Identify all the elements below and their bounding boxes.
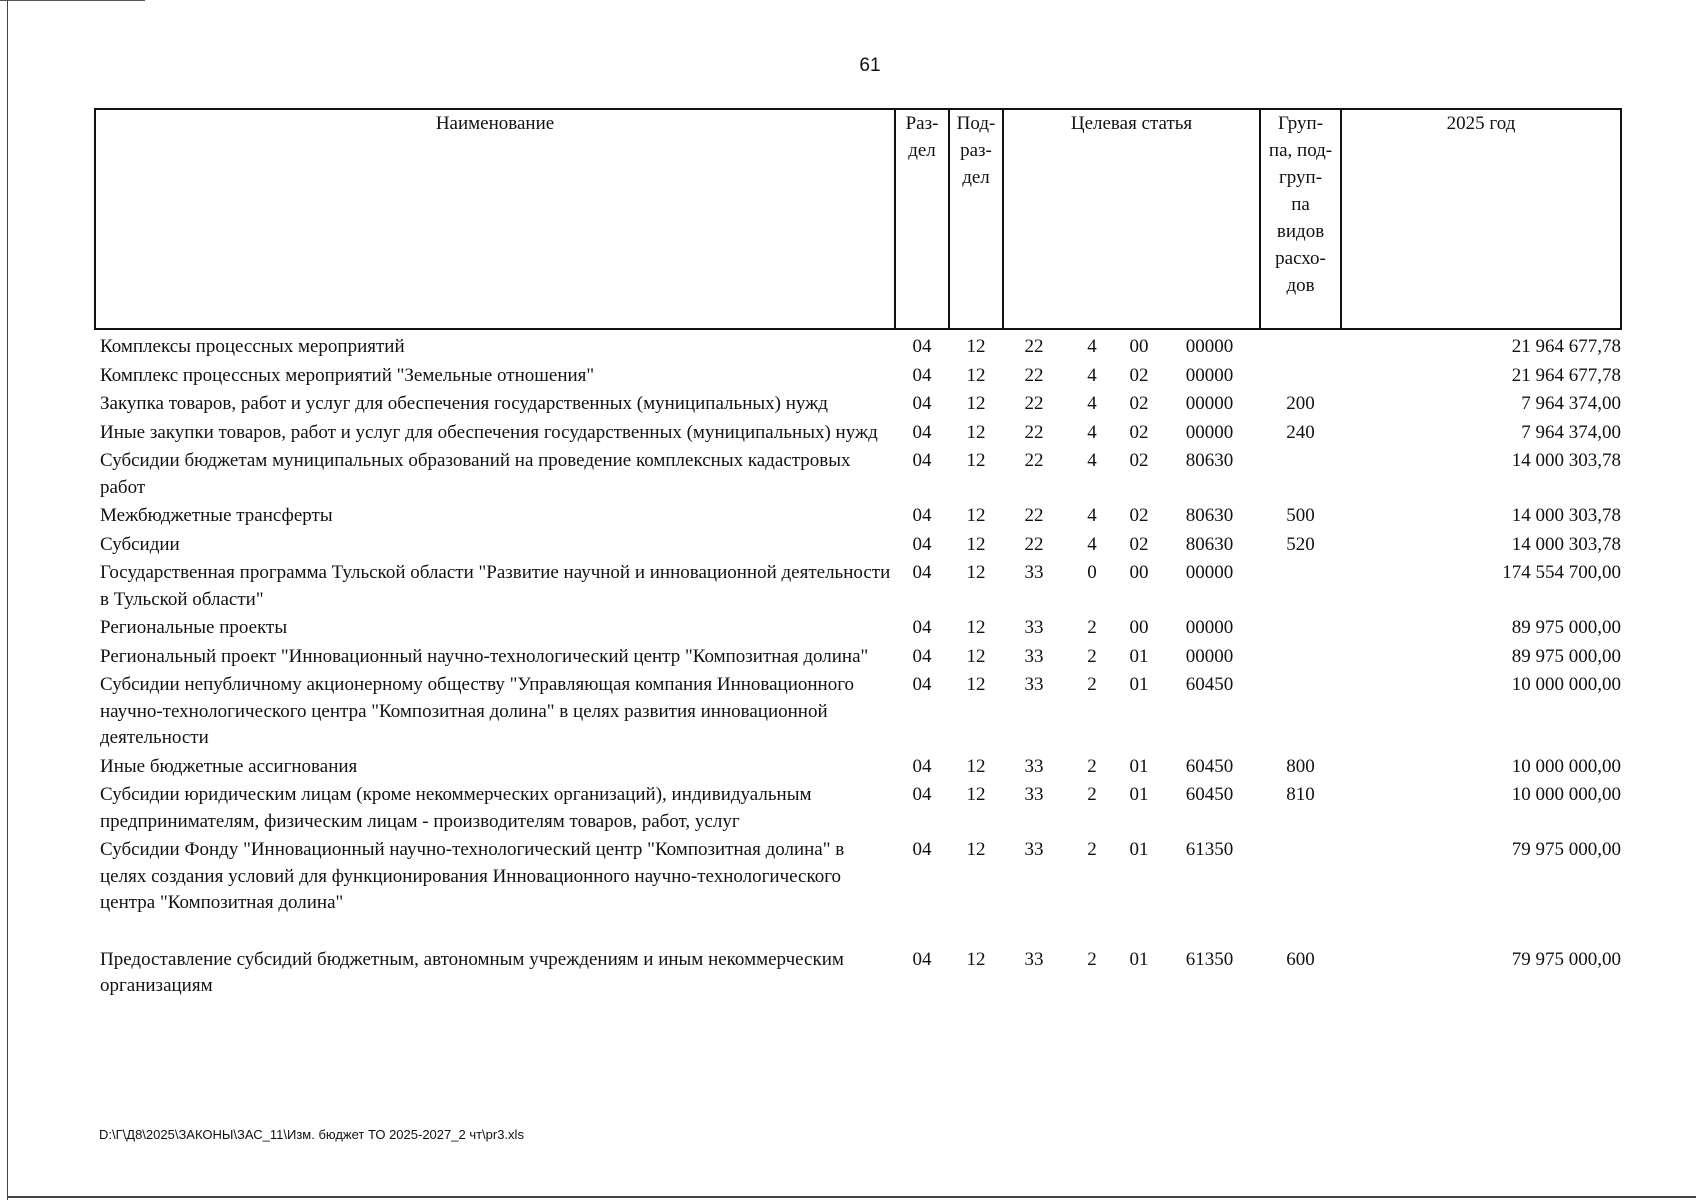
cell-target-direction: 00000 — [1185, 364, 1234, 386]
cell-razdel: 04 — [912, 645, 932, 667]
cell-target-direction: 61350 — [1185, 839, 1234, 860]
cell-target-direction: 00000 — [1185, 393, 1234, 414]
cell-name: Государственная программа Тульской области "Развитие научной и инновационной деятельности в Тульской области" — [100, 562, 891, 610]
cell-group — [1260, 329, 1341, 363]
cell-amount: 7 964 374,00 — [1521, 393, 1622, 414]
cell-target-type: 2 — [1087, 839, 1097, 860]
cell-name: Субсидии непубличному акционерному обществу "Управляющая компания Инновационного научно-технологического центра "Композитная долина" в целях развития инновационной деятельности — [100, 674, 855, 748]
cell-razdel: 04 — [912, 617, 932, 638]
page-number: 61 — [859, 55, 881, 76]
header-name: Наименование — [95, 109, 895, 329]
cell-podrazdel: 12 — [966, 839, 986, 860]
cell-name: Региональный проект "Инновационный научно-технологический центр "Композитная долина" — [100, 645, 869, 667]
cell-podrazdel: 12 — [966, 336, 986, 357]
cell-group — [1260, 560, 1341, 615]
cell-razdel: 04 — [912, 784, 932, 805]
spacer-cell — [95, 919, 1621, 947]
cell-target-direction: 80630 — [1185, 505, 1234, 526]
scan-top-line — [0, 0, 145, 1]
cell-target-program: 22 — [1024, 450, 1044, 471]
table-body — [95, 329, 1621, 1002]
cell-target-program: 22 — [1024, 336, 1044, 357]
cell-razdel: 04 — [912, 364, 932, 386]
cell-podrazdel: 12 — [966, 393, 986, 414]
cell-group: 810 — [1286, 784, 1315, 805]
cell-razdel: 04 — [912, 562, 932, 583]
cell-target-direction: 00000 — [1185, 617, 1234, 638]
cell-target-type: 2 — [1087, 617, 1097, 638]
cell-target-program: 22 — [1024, 421, 1044, 443]
cell-razdel: 04 — [912, 755, 932, 777]
cell-amount: 79 975 000,00 — [1511, 839, 1622, 860]
cell-target-structure: 01 — [1129, 948, 1149, 970]
cell-target-program: 33 — [1024, 674, 1044, 695]
table-row — [95, 754, 1621, 783]
cell-target-type: 2 — [1087, 755, 1097, 777]
cell-target-program: 22 — [1024, 393, 1044, 414]
cell-name: Иные бюджетные ассигнования — [100, 755, 358, 777]
cell-target-direction: 00000 — [1185, 421, 1234, 443]
cell-amount: 10 000 000,00 — [1511, 755, 1622, 777]
cell-target-program: 22 — [1024, 533, 1044, 555]
cell-target-direction: 00000 — [1185, 645, 1234, 667]
cell-podrazdel: 12 — [966, 450, 986, 471]
cell-amount: 10 000 000,00 — [1511, 674, 1622, 695]
cell-name: Межбюджетные трансферты — [100, 505, 333, 526]
cell-group: 520 — [1286, 533, 1315, 555]
table-row — [95, 363, 1621, 392]
cell-amount: 14 000 303,78 — [1511, 533, 1622, 555]
cell-name: Предоставление субсидий бюджетным, автономным учреждениям и иным некоммерческим организациям — [100, 948, 844, 996]
cell-amount: 174 554 700,00 — [1502, 562, 1622, 583]
cell-target-type: 4 — [1087, 336, 1097, 357]
cell-target-direction: 60450 — [1185, 674, 1234, 695]
table-row — [95, 448, 1621, 503]
table-row — [95, 329, 1621, 363]
cell-podrazdel: 12 — [966, 784, 986, 805]
spacer-row — [95, 919, 1621, 947]
cell-target-structure: 01 — [1129, 784, 1149, 805]
cell-group: 800 — [1286, 755, 1315, 777]
cell-name: Субсидии — [100, 533, 180, 555]
cell-target-structure: 02 — [1129, 505, 1149, 526]
footer-file-path: D:\Г\Д8\2025\ЗАКОНЫ\ЗАС_11\Изм. бюджет ТО 2025-2027_2 чт\pr3.xls — [99, 1127, 524, 1142]
table-row — [95, 615, 1621, 644]
header-razdel — [895, 109, 949, 329]
cell-target-program: 33 — [1024, 839, 1044, 860]
cell-target-program: 22 — [1024, 364, 1044, 386]
cell-razdel: 04 — [912, 421, 932, 443]
cell-target-structure: 01 — [1129, 645, 1149, 667]
cell-group: 200 — [1286, 393, 1315, 414]
table-row — [95, 644, 1621, 673]
cell-group: 500 — [1286, 505, 1315, 526]
cell-amount: 89 975 000,00 — [1511, 617, 1622, 638]
table-row — [95, 420, 1621, 449]
cell-amount: 10 000 000,00 — [1511, 784, 1622, 805]
cell-name: Иные закупки товаров, работ и услуг для обеспечения государственных (муниципальных) нужд — [100, 421, 878, 443]
cell-target-program: 33 — [1024, 755, 1044, 777]
table-row — [95, 672, 1621, 754]
scan-left-edge — [7, 0, 8, 1200]
cell-podrazdel: 12 — [966, 505, 986, 526]
cell-target-type: 0 — [1087, 562, 1097, 583]
cell-target-type: 2 — [1087, 674, 1097, 695]
cell-target-structure: 02 — [1129, 364, 1149, 386]
cell-target-type: 4 — [1087, 364, 1097, 386]
table-row — [95, 532, 1621, 561]
cell-target-program: 33 — [1024, 784, 1044, 805]
cell-group — [1260, 448, 1341, 503]
cell-target-program: 33 — [1024, 948, 1044, 970]
header-group — [1260, 109, 1341, 329]
cell-target-structure: 01 — [1129, 674, 1149, 695]
cell-razdel: 04 — [912, 948, 932, 970]
cell-target-type: 4 — [1087, 421, 1097, 443]
cell-target-direction: 60450 — [1185, 755, 1234, 777]
cell-razdel: 04 — [912, 533, 932, 555]
cell-target-program: 33 — [1024, 562, 1044, 583]
cell-podrazdel: 12 — [966, 364, 986, 386]
cell-amount: 7 964 374,00 — [1521, 421, 1622, 443]
cell-amount: 21 964 677,78 — [1511, 336, 1622, 357]
table-row — [95, 391, 1621, 420]
cell-target-structure: 02 — [1129, 393, 1149, 414]
table-row — [95, 560, 1621, 615]
cell-amount: 89 975 000,00 — [1511, 645, 1622, 667]
cell-group — [1260, 837, 1341, 919]
cell-podrazdel: 12 — [966, 617, 986, 638]
cell-amount: 79 975 000,00 — [1511, 948, 1622, 970]
table-row — [95, 503, 1621, 532]
header-podrazdel — [949, 109, 1003, 329]
cell-target-structure: 02 — [1129, 421, 1149, 443]
cell-group: 240 — [1286, 421, 1315, 443]
cell-target-program: 33 — [1024, 645, 1044, 667]
cell-razdel: 04 — [912, 839, 932, 860]
cell-target-structure: 00 — [1129, 617, 1149, 638]
cell-group — [1260, 672, 1341, 754]
cell-target-structure: 00 — [1129, 336, 1149, 357]
cell-target-type: 4 — [1087, 505, 1097, 526]
cell-amount: 14 000 303,78 — [1511, 505, 1622, 526]
cell-target-type: 4 — [1087, 450, 1097, 471]
cell-target-program: 33 — [1024, 617, 1044, 638]
cell-name: Субсидии юридическим лицам (кроме некоммерческих организаций), индивидуальным предпринимателям, физическим лицам - производителям товаров, работ, услуг — [100, 784, 812, 832]
table-row — [95, 837, 1621, 919]
cell-name: Комплекс процессных мероприятий "Земельные отношения" — [100, 364, 595, 386]
cell-target-direction: 80630 — [1185, 450, 1234, 471]
cell-target-type: 2 — [1087, 948, 1097, 970]
header-year: 2025 год — [1341, 109, 1621, 329]
header-razdel-text: Раз- дел — [905, 113, 939, 161]
cell-name: Субсидии Фонду "Инновационный научно-технологический центр "Композитная долина" в целях создания условий для функционирования Инновационного научно-технологического центра "Композитная долина" — [100, 839, 845, 913]
cell-group: 600 — [1286, 948, 1315, 970]
cell-podrazdel: 12 — [966, 421, 986, 443]
cell-name: Субсидии бюджетам муниципальных образований на проведение комплексных кадастровых работ — [100, 450, 851, 498]
cell-podrazdel: 12 — [966, 645, 986, 667]
cell-amount: 14 000 303,78 — [1511, 450, 1622, 471]
cell-target-structure: 01 — [1129, 839, 1149, 860]
cell-target-structure: 02 — [1129, 533, 1149, 555]
cell-target-direction: 00000 — [1185, 562, 1234, 583]
cell-group — [1260, 363, 1341, 392]
cell-target-direction: 61350 — [1185, 948, 1234, 970]
cell-podrazdel: 12 — [966, 948, 986, 970]
cell-target-type: 4 — [1087, 533, 1097, 555]
header-podrazdel-text: Под- раз- дел — [956, 113, 996, 188]
cell-razdel: 04 — [912, 336, 932, 357]
cell-group — [1260, 644, 1341, 673]
cell-target-structure: 02 — [1129, 450, 1149, 471]
cell-target-type: 2 — [1087, 784, 1097, 805]
cell-razdel: 04 — [912, 505, 932, 526]
cell-razdel: 04 — [912, 450, 932, 471]
cell-target-type: 4 — [1087, 393, 1097, 414]
budget-table — [94, 108, 1622, 1002]
cell-name: Комплексы процессных мероприятий — [100, 336, 405, 357]
table-header — [95, 109, 1621, 329]
scan-bottom-edge — [7, 1196, 1696, 1198]
cell-group — [1260, 615, 1341, 644]
cell-razdel: 04 — [912, 674, 932, 695]
cell-target-program: 22 — [1024, 505, 1044, 526]
cell-podrazdel: 12 — [966, 562, 986, 583]
table-row — [95, 782, 1621, 837]
cell-target-type: 2 — [1087, 645, 1097, 667]
table-row — [95, 947, 1621, 1002]
cell-name: Региональные проекты — [100, 617, 288, 638]
cell-podrazdel: 12 — [966, 533, 986, 555]
cell-target-direction: 60450 — [1185, 784, 1234, 805]
cell-podrazdel: 12 — [966, 755, 986, 777]
header-target: Целевая статья — [1003, 109, 1260, 329]
cell-target-structure: 00 — [1129, 562, 1149, 583]
cell-name: Закупка товаров, работ и услуг для обеспечения государственных (муниципальных) нужд — [100, 393, 828, 414]
cell-target-direction: 00000 — [1185, 336, 1234, 357]
cell-amount: 21 964 677,78 — [1511, 364, 1622, 386]
cell-target-direction: 80630 — [1185, 533, 1234, 555]
header-group-text: Груп- па, под- груп- па видов расхо- дов — [1268, 113, 1333, 296]
cell-podrazdel: 12 — [966, 674, 986, 695]
cell-razdel: 04 — [912, 393, 932, 414]
cell-target-structure: 01 — [1129, 755, 1149, 777]
